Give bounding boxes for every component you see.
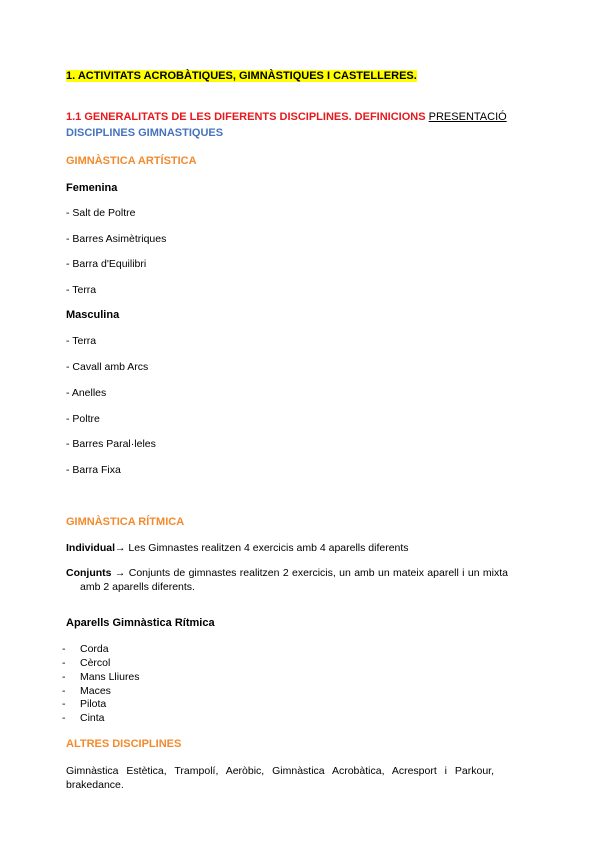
list-item: - Anelles (66, 387, 107, 399)
conjunts-label: Conjunts (66, 567, 112, 579)
list-bullet: - (62, 671, 66, 683)
individual-line (66, 542, 409, 554)
list-item: Mans Lliures (80, 671, 140, 683)
list-item: Maces (80, 685, 111, 697)
ritmica-title: GIMNÀSTICA RÍTMICA (66, 516, 185, 528)
conjunts-text: → Conjunts de gimnastes realitzen 2 exercicis, un amb un mateix aparell i un mixta amb 2 aparells diferents. (80, 567, 509, 593)
list-item: Cèrcol (80, 657, 111, 669)
list-item: - Terra (66, 284, 97, 296)
list-item: - Barres Asimètriques (66, 233, 167, 245)
list-item: Corda (80, 643, 109, 655)
individual-text: → Les Gimnastes realitzen 4 exercicis amb 4 aparells diferents (115, 542, 409, 554)
aparells-title: Aparells Gimnàstica Rítmica (66, 617, 215, 629)
list-item: Cinta (80, 712, 105, 724)
list-item: - Cavall amb Arcs (66, 361, 149, 373)
list-bullet: - (62, 685, 66, 697)
list-bullet: - (62, 698, 66, 710)
list-bullet: - (62, 643, 66, 655)
conjunts-paragraph (66, 566, 508, 594)
list-item: - Barra Fixa (66, 464, 121, 476)
individual-label: Individual (66, 542, 116, 554)
list-item: - Poltre (66, 413, 100, 425)
list-item: Pilota (80, 698, 107, 710)
subheading-line (66, 111, 507, 123)
presentacio-link[interactable]: PRESENTACIÓ (428, 111, 507, 123)
list-item: - Barra d'Equilibri (66, 258, 147, 270)
list-item: - Terra (66, 335, 97, 347)
list-bullet: - (62, 712, 66, 724)
artistica-title: GIMNÀSTICA ARTÍSTICA (66, 155, 197, 167)
subheading-blue: DISCIPLINES GIMNASTIQUES (66, 127, 224, 139)
subheading-red: 1.1 GENERALITATS DE LES DIFERENTS DISCIPLINES. DEFINICIONS (66, 111, 426, 123)
masculina-label: Masculina (66, 309, 120, 321)
altres-text: Gimnàstica Estètica, Trampolí, Aeròbic, Gimnàstica Acrobàtica, Acresport i Parkour, brakedance. (66, 765, 494, 791)
list-bullet: - (62, 657, 66, 669)
list-item: - Salt de Poltre (66, 207, 136, 219)
list-item: - Barres Paral·leles (66, 438, 156, 450)
femenina-label: Femenina (66, 182, 118, 194)
altres-title: ALTRES DISCIPLINES (66, 738, 182, 750)
main-heading: 1. ACTIVITATS ACROBÀTIQUES, GIMNÀSTIQUES I CASTELLERES. (66, 70, 417, 82)
